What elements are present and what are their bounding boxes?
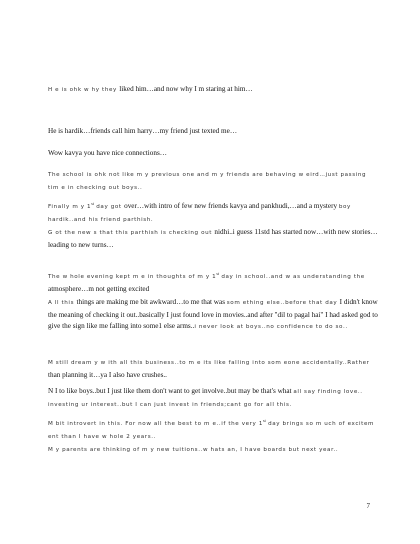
body-text: atmosphere…m not getting excited <box>48 284 150 293</box>
faded-text: H e is ohk w hy they <box>48 87 120 93</box>
paragraph-7 <box>48 268 378 295</box>
faded-text: M still dream y w ith all this business..to m e its like falling into som eone accidentally..Rather <box>48 360 370 366</box>
paragraph-9 <box>48 357 378 381</box>
superscript: st <box>91 201 94 206</box>
superscript: st <box>216 271 219 276</box>
faded-text: som ething else..before that day <box>226 300 340 306</box>
faded-text: The school is ohk not like m y previous one and m y friends are behaving w eird…just passing tim e in checking out boys.. <box>48 172 367 191</box>
body-text: I didn't know the meaning of checking it out..basically I just found love in movies..and after "dil to pagal hai" I had asked god to give the sign like me falling into some1 else arms.. <box>48 298 378 330</box>
faded-text: all say finding love.. investing ur interest..but I can just invest in friends;cant go for all this. <box>48 389 363 408</box>
faded-text: i never look at boys..no confidence to do so.. <box>194 324 348 330</box>
body-text: liked him…and now why I m staring at him… <box>119 85 253 93</box>
faded-text: G ot the new s that this parthish is checking out <box>48 230 215 236</box>
body-text: over…with intro of few new friends kavya and pankhudi,…and a mystery <box>124 202 339 210</box>
faded-text: M y parents are thinking of m y new tuitions..w hats an, I have boards but next year.. <box>48 447 339 453</box>
paragraph-10 <box>48 386 378 411</box>
paragraph-3 <box>48 148 378 160</box>
body-text: than planning it…ya I also have crushes.. <box>48 370 167 379</box>
paragraph-4 <box>48 169 378 194</box>
paragraph-5 <box>48 198 378 226</box>
faded-text: day in school..and w as understanding the <box>218 274 365 280</box>
paragraph-6 <box>48 227 378 251</box>
paragraph-8 <box>48 297 378 334</box>
body-text: nidhi..i guess 11std has started now…with new stories…leading to new turns… <box>48 228 378 249</box>
faded-text: Finally m y 1 <box>48 204 92 210</box>
paragraph-2 <box>48 126 378 138</box>
faded-text: M bit introvert in this. For now all the best to m e..if the very 1 <box>48 421 264 427</box>
paragraph-12 <box>48 444 378 457</box>
body-text: things are making me bit awkward…to me that was <box>76 298 227 306</box>
paragraph-11 <box>48 415 378 443</box>
faded-text: day got <box>93 204 125 210</box>
body-text: He is hardik…friends call him harry…my friend just texted me… <box>48 127 238 135</box>
faded-text: The w hole evening kept m e in thoughts of m y 1 <box>48 274 217 280</box>
body-text: Wow kavya you have nice connections… <box>48 149 167 157</box>
superscript: st <box>263 418 266 423</box>
paragraph-1 <box>48 84 378 97</box>
page-number: 7 <box>366 502 370 510</box>
body-text: N I to like boys..but I just like them don't want to get involve..but may be that's what <box>48 387 294 395</box>
faded-text: boy hardik..and his friend parthish. <box>48 204 351 223</box>
faded-text: day brings so m uch of excitem ent than I have w hole 2 years.. <box>48 421 375 440</box>
faded-text: A ll this <box>48 300 77 306</box>
